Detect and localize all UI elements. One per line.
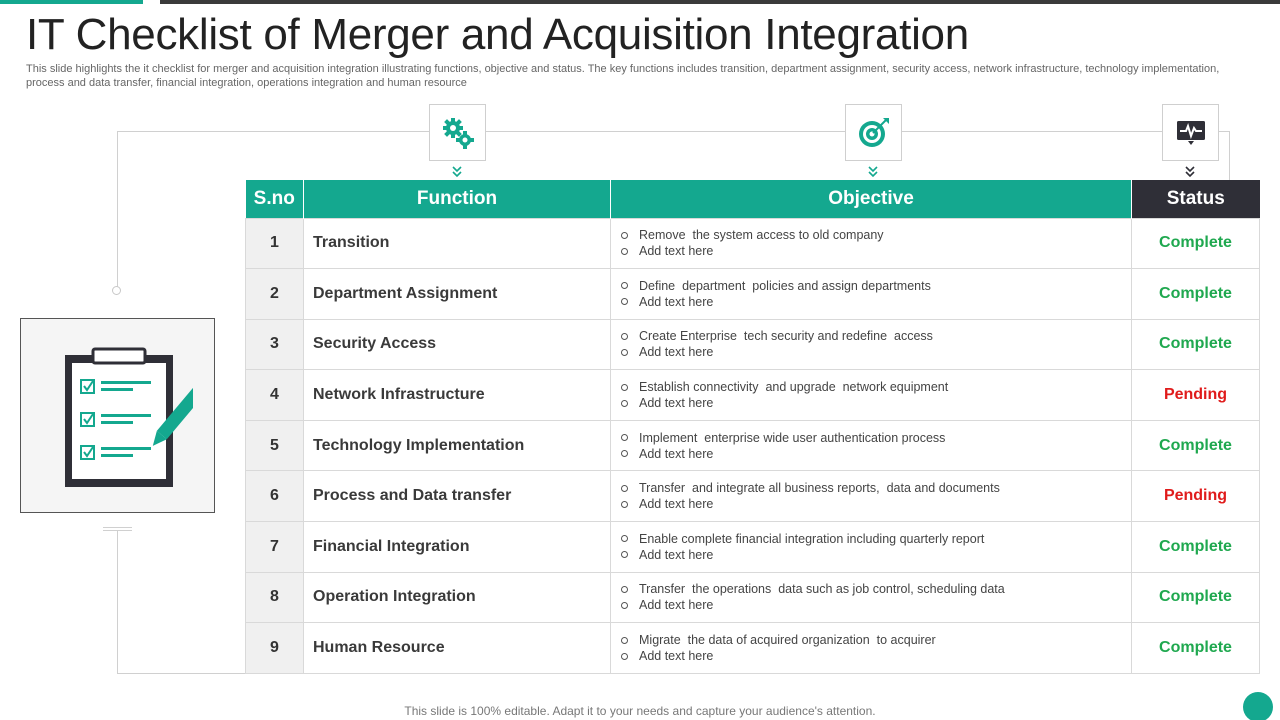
clipboard-checklist-icon — [43, 341, 193, 491]
objective-text: Add text here — [639, 396, 714, 411]
row-function: Human Resource — [304, 623, 611, 674]
table-row — [246, 269, 1260, 320]
row-status: Complete — [1132, 522, 1260, 573]
header-objective: Objective — [611, 180, 1132, 218]
header-status: Status — [1132, 180, 1260, 218]
table-row — [246, 471, 1260, 522]
row-status: Pending — [1132, 471, 1260, 522]
objective-text: Add text here — [639, 547, 714, 562]
objective-text: Migrate the data of acquired organization to acquirer — [639, 633, 936, 648]
row-function: Transition — [304, 218, 611, 269]
objective-bullet — [621, 379, 1131, 395]
objective-bullet — [621, 547, 1131, 563]
objective-bullet — [621, 446, 1131, 462]
bullet-circle-icon — [621, 586, 628, 593]
row-sno: 7 — [246, 522, 304, 573]
frame-line-cap-b — [103, 530, 132, 531]
objective-bullet — [621, 597, 1131, 613]
row-function: Financial Integration — [304, 522, 611, 573]
bullet-circle-icon — [621, 485, 628, 492]
objective-text: Transfer the operations data such as job control, scheduling data — [639, 582, 1005, 597]
row-sno: 1 — [246, 218, 304, 269]
row-objective — [611, 522, 1132, 573]
bullet-circle-icon — [621, 551, 628, 558]
frame-line-right — [1229, 131, 1230, 180]
objective-text: Add text here — [639, 244, 714, 259]
row-sno: 6 — [246, 471, 304, 522]
footer-note: This slide is 100% editable. Adapt it to your needs and capture your audience's attention. — [404, 704, 876, 718]
objective-bullet — [621, 581, 1131, 597]
row-sno: 8 — [246, 572, 304, 623]
corner-accent-dot — [1243, 692, 1273, 720]
row-function: Technology Implementation — [304, 420, 611, 471]
table-row — [246, 420, 1260, 471]
objective-bullet — [621, 395, 1131, 411]
bullet-circle-icon — [621, 450, 628, 457]
bullet-circle-icon — [621, 333, 628, 340]
objective-text: Enable complete financial integration including quarterly report — [639, 531, 985, 546]
row-objective — [611, 269, 1132, 320]
bullet-circle-icon — [621, 535, 628, 542]
row-function: Department Assignment — [304, 269, 611, 320]
row-status: Complete — [1132, 319, 1260, 370]
row-function: Process and Data transfer — [304, 471, 611, 522]
frame-line-cap-a — [103, 527, 132, 528]
row-objective — [611, 623, 1132, 674]
row-sno: 9 — [246, 623, 304, 674]
top-dark-bar — [160, 0, 1280, 4]
objective-bullet — [621, 496, 1131, 512]
frame-connector-dot — [112, 286, 121, 295]
row-sno: 2 — [246, 269, 304, 320]
objective-bullet — [621, 430, 1131, 446]
objective-text: Add text here — [639, 345, 714, 360]
objective-text: Define department policies and assign departments — [639, 278, 931, 293]
row-sno: 4 — [246, 370, 304, 421]
objective-bullet — [621, 344, 1131, 360]
objective-text: Implement enterprise wide user authentication process — [639, 430, 946, 445]
objective-bullet — [621, 648, 1131, 664]
objective-bullet — [621, 278, 1131, 294]
table-row — [246, 572, 1260, 623]
bullet-circle-icon — [621, 602, 628, 609]
row-sno: 5 — [246, 420, 304, 471]
bullet-circle-icon — [621, 298, 628, 305]
objective-text: Add text here — [639, 649, 714, 664]
objective-bullet — [621, 531, 1131, 547]
table-row — [246, 623, 1260, 674]
bullet-circle-icon — [621, 400, 628, 407]
bullet-circle-icon — [621, 282, 628, 289]
objective-bullet — [621, 632, 1131, 648]
page-title: IT Checklist of Merger and Acquisition Integration — [26, 10, 969, 59]
bullet-circle-icon — [621, 248, 628, 255]
bullet-circle-icon — [621, 349, 628, 356]
table-row — [246, 319, 1260, 370]
row-status: Complete — [1132, 572, 1260, 623]
function-chevron-down-icon — [450, 165, 464, 179]
header-function: Function — [304, 180, 611, 218]
bullet-circle-icon — [621, 434, 628, 441]
status-chevron-down-icon — [1183, 165, 1197, 179]
monitor-pulse-icon — [1175, 117, 1207, 149]
row-status: Complete — [1132, 420, 1260, 471]
objective-text: Establish connectivity and upgrade network equipment — [639, 380, 949, 395]
row-objective — [611, 370, 1132, 421]
gears-icon — [440, 115, 476, 151]
bullet-circle-icon — [621, 637, 628, 644]
bullet-circle-icon — [621, 501, 628, 508]
top-accent-bar — [0, 0, 143, 4]
table-row — [246, 218, 1260, 269]
row-sno: 3 — [246, 319, 304, 370]
objective-text: Transfer and integrate all business reports, data and documents — [639, 481, 1000, 496]
objective-text: Add text here — [639, 598, 714, 613]
objective-text: Add text here — [639, 446, 714, 461]
objective-bullet — [621, 243, 1131, 259]
row-status: Complete — [1132, 218, 1260, 269]
objective-bullet — [621, 294, 1131, 310]
table-row — [246, 522, 1260, 573]
checklist-table — [245, 180, 1260, 674]
row-status: Pending — [1132, 370, 1260, 421]
target-icon — [857, 116, 891, 150]
function-icon-box — [429, 104, 486, 161]
bullet-circle-icon — [621, 384, 628, 391]
row-objective — [611, 420, 1132, 471]
objective-text: Remove the system access to old company — [639, 228, 884, 243]
frame-line-left-lower — [117, 530, 118, 673]
objective-text: Add text here — [639, 294, 714, 309]
bullet-circle-icon — [621, 232, 628, 239]
clipboard-panel — [20, 318, 215, 513]
objective-bullet — [621, 328, 1131, 344]
row-status: Complete — [1132, 623, 1260, 674]
objective-bullet — [621, 480, 1131, 496]
row-objective — [611, 319, 1132, 370]
objective-text: Add text here — [639, 497, 714, 512]
table-header-row — [246, 180, 1260, 218]
row-function: Network Infrastructure — [304, 370, 611, 421]
status-icon-box — [1162, 104, 1219, 161]
row-function: Security Access — [304, 319, 611, 370]
bullet-circle-icon — [621, 653, 628, 660]
header-sno: S.no — [246, 180, 304, 218]
row-objective — [611, 471, 1132, 522]
objective-bullet — [621, 227, 1131, 243]
row-status: Complete — [1132, 269, 1260, 320]
frame-line-bottom — [117, 673, 245, 674]
objective-text: Create Enterprise tech security and redefine access — [639, 329, 933, 344]
row-objective — [611, 218, 1132, 269]
row-function: Operation Integration — [304, 572, 611, 623]
frame-line-left-upper — [117, 131, 118, 287]
frame-line-top — [117, 131, 1230, 132]
objective-icon-box — [845, 104, 902, 161]
objective-chevron-down-icon — [866, 165, 880, 179]
row-objective — [611, 572, 1132, 623]
page-subtitle: This slide highlights the it checklist for merger and acquisition integration illustrating functions, objective and status. The key functions includes transition, department assignment, security access, network infrastructure, technology implementation, process and data transfer, financial integration, operations integration and human resource — [26, 63, 1220, 89]
table-row — [246, 370, 1260, 421]
